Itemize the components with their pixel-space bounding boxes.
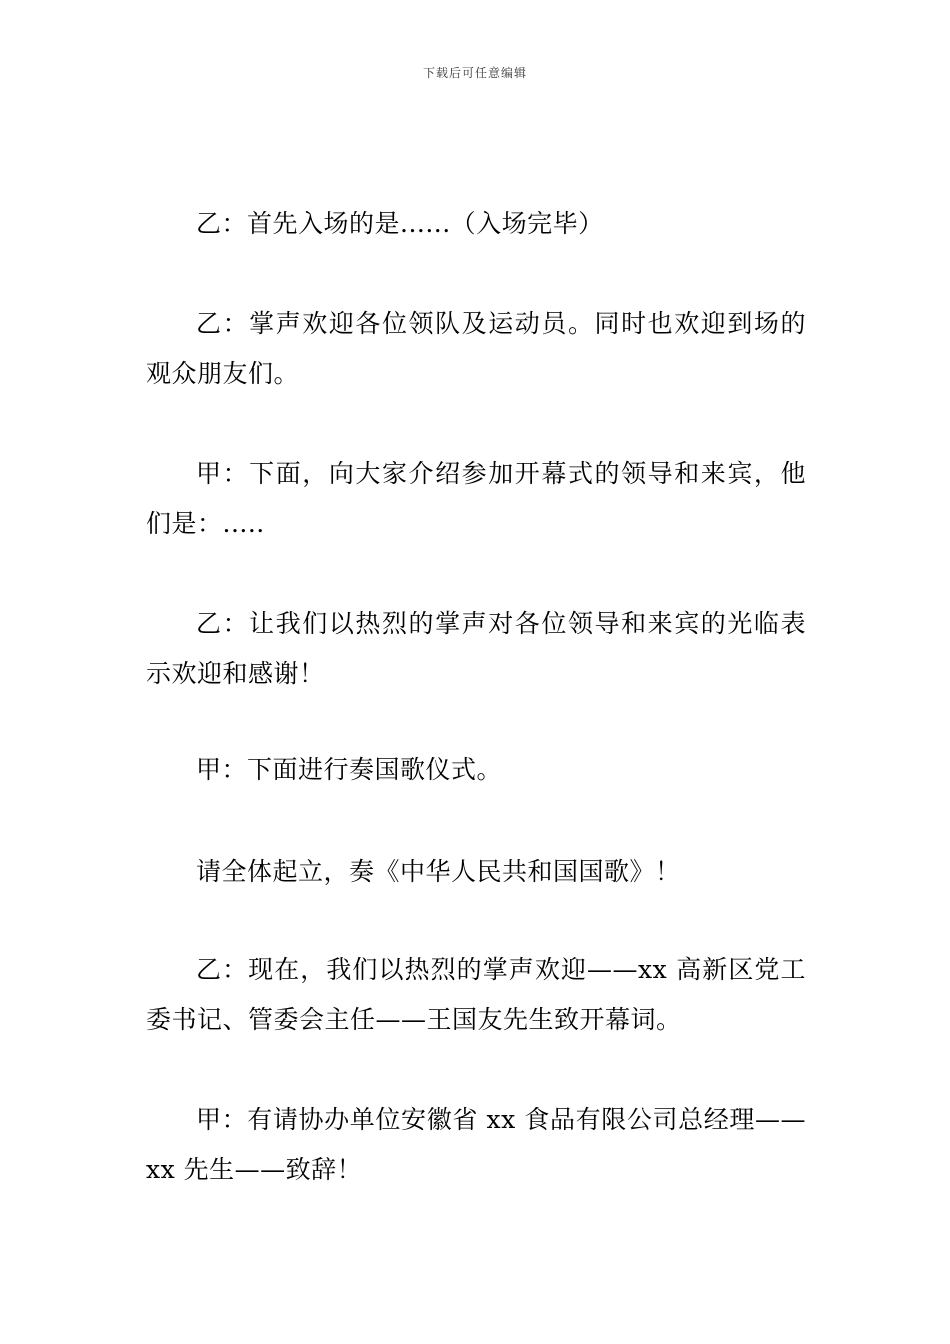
paragraph-4: 乙：让我们以热烈的掌声对各位领导和来宾的光临表示欢迎和感谢！ [146, 609, 806, 688]
paragraph-7: 乙：现在，我们以热烈的掌声欢迎——xx 高新区党工委书记、管委会主任——王国友先生致开幕词。 [146, 955, 806, 1034]
paragraph-1: 乙：首先入场的是......（入场完毕） [196, 209, 604, 238]
paragraph-8: 甲：有请协办单位安徽省 xx 食品有限公司总经理——xx 先生——致辞！ [146, 1105, 806, 1184]
paragraph-3: 甲：下面，向大家介绍参加开幕式的领导和来宾，他们是：..... [146, 459, 806, 538]
page-header-note: 下载后可任意编辑 [422, 66, 527, 80]
paragraph-5: 甲：下面进行奏国歌仪式。 [196, 755, 503, 784]
paragraph-6: 请全体起立，奏《中华人民共和国国歌》！ [196, 857, 681, 886]
paragraph-2: 乙：掌声欢迎各位领队及运动员。同时也欢迎到场的观众朋友们。 [146, 309, 806, 388]
